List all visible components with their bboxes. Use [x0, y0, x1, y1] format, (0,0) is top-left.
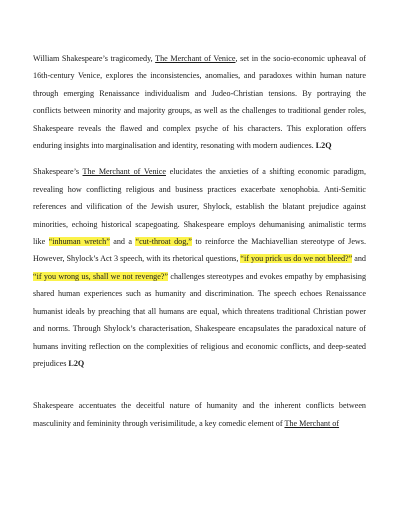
text-run: challenges stereotypes and evokes empathy by emphasising shared human experiences such as humanity and discrimination. The speech echoes Renaissance humanist ideals by preaching that all humans are equal, which threatens traditional Christian power and norms. Through Shylock’s characterisation, Shakespeare encapsulates the paradoxical nature of humans inviting reflection on the complexities of religious and economic conflicts, and deep-seated prejudices [33, 271, 367, 368]
highlighted-quote: “if you wrong us, shall we not revenge?” [33, 271, 169, 281]
text-run: Shakespeare’s [33, 167, 83, 177]
text-run: elucidates the anxieties of a shifting economic paradigm, revealing how conflicting religious and business practices exacerbate xenophobia. Anti-Semitic references and vilification of the Jewish usurer, Shylock, establish the blatant prejudice against minorities, echoing historical scapegoating. Shakespeare employs dehumanising animalistic terms like [33, 167, 366, 247]
paragraph-body-1 [33, 163, 366, 372]
paragraph-introduction [33, 50, 366, 154]
text-run: , set in the socio-economic upheaval of 16th-century Venice, explores the inconsistencies, anomalies, and paradoxes within human nature through emerging Renaissance individualism and Judeo-Christian tensions. By portraying the conflicts between minority and majority groups, as well as the challenges to traditional gender roles, Shakespeare reveals the flawed and complex psyche of his characters. This exploration offers enduring insights into marginalisation and identity, resonating with modern audiences. [33, 54, 367, 151]
l2q-tag: L2Q [68, 358, 85, 368]
text-run: Shakespeare accentuates the deceitful nature of humanity and the inherent conflicts between masculinity and femininity through verisimilitude, a key comedic element of [33, 401, 366, 428]
play-title: The Merchant of Venice [82, 167, 166, 177]
l2q-tag: L2Q [315, 141, 332, 151]
highlighted-quote: “inhuman wretch” [48, 237, 110, 247]
highlighted-quote: “cut-throat dog,” [135, 237, 192, 247]
play-title: The Merchant of Venice [155, 54, 236, 63]
text-run: and [352, 254, 366, 264]
text-run: to reinforce the Machiavellian stereotype of Jews. However, Shylock’s Act 3 speech, with its rhetorical questions, [33, 237, 366, 264]
text-run: William Shakespeare’s tragicomedy, [33, 54, 156, 63]
play-title: The Merchant of [284, 418, 340, 428]
paragraph-body-2 [33, 397, 366, 432]
text-run: and a [109, 237, 136, 247]
highlighted-quote: “if you prick us do we not bleed?” [240, 254, 353, 264]
